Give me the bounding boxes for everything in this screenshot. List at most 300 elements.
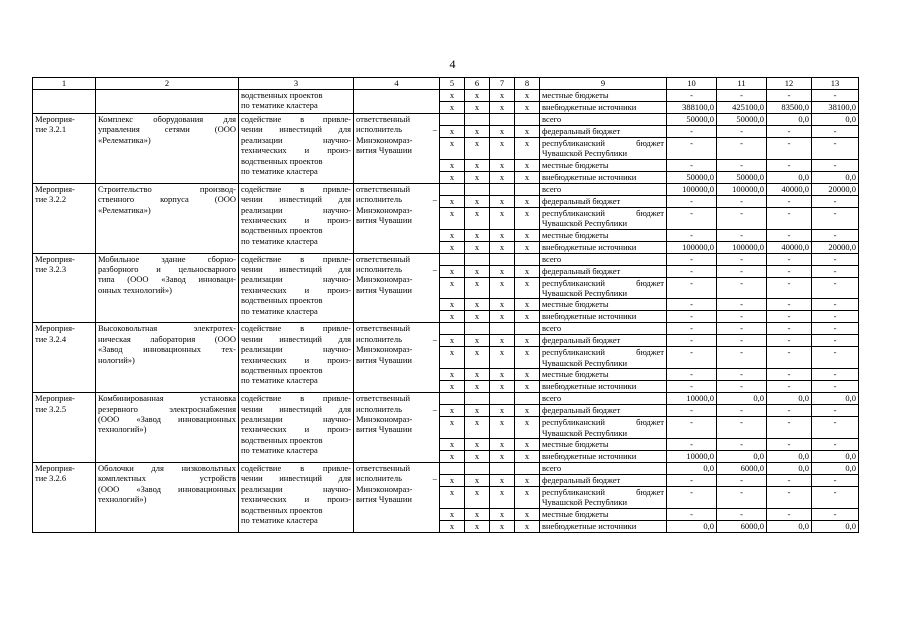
value-cell: 388100,0 [667, 102, 717, 114]
source-cell: федеральный бюджет [540, 475, 667, 487]
mark-cell [490, 253, 515, 265]
cell-line: ответственный [356, 393, 410, 404]
mark-cell: x [490, 451, 515, 463]
header-cell: 9 [540, 78, 667, 90]
measure-action [239, 114, 354, 184]
mark-cell [465, 323, 490, 335]
mark-cell [440, 463, 465, 475]
mark-cell: x [490, 475, 515, 487]
mark-cell: x [465, 439, 490, 451]
cell-line: Минэкономраз- [356, 204, 413, 215]
cell-line: содействие в привле- [241, 253, 351, 264]
value-cell: 10000,0 [667, 451, 717, 463]
cell-line: тие 3.2.5 [35, 403, 67, 414]
source-cell: внебюджетные источники [540, 311, 667, 323]
value-cell: - [812, 159, 859, 171]
value-cell: - [667, 439, 717, 451]
cell-line: вития Чувашии [356, 145, 412, 156]
value-cell: - [812, 90, 859, 102]
header-cell: 10 [667, 78, 717, 90]
mark-cell: x [490, 439, 515, 451]
mark-cell [515, 183, 540, 195]
value-cell: - [667, 90, 717, 102]
value-cell: - [717, 417, 767, 439]
cell-line: тие 3.2.3 [35, 264, 67, 275]
mark-cell: x [515, 195, 540, 207]
cell-line: Чувашской Республики [542, 497, 628, 508]
value-cell: - [667, 323, 717, 335]
cell-line: Минэкономраз- [356, 274, 413, 285]
value-cell: 0,0 [667, 520, 717, 532]
mark-cell: x [490, 299, 515, 311]
mark-cell [465, 183, 490, 195]
mark-cell: x [490, 229, 515, 241]
mark-cell: x [440, 347, 465, 369]
value-cell: - [767, 347, 812, 369]
header-cell: 11 [717, 78, 767, 90]
value-cell: - [667, 277, 717, 299]
cell-line: тие 3.2.4 [35, 333, 67, 344]
measure-description [96, 183, 239, 253]
mark-cell [440, 253, 465, 265]
mark-cell: x [515, 138, 540, 160]
mark-cell: x [465, 299, 490, 311]
mark-cell: x [465, 265, 490, 277]
mark-cell [465, 463, 490, 475]
mark-cell: x [440, 487, 465, 509]
value-cell: - [667, 253, 717, 265]
cell-line: технических и произ- [241, 354, 351, 365]
cell-line: чении инвестиций для [241, 194, 351, 205]
source-cell: внебюджетные источники [540, 102, 667, 114]
mark-cell: x [490, 508, 515, 520]
source-cell: местные бюджеты [540, 439, 667, 451]
value-cell: - [767, 381, 812, 393]
value-cell: - [812, 138, 859, 160]
cell-line: чении инвестиций для [241, 333, 351, 344]
mark-cell: x [465, 369, 490, 381]
cell-line: Мероприя- [35, 463, 75, 474]
cell-line: по тематике кластера [241, 166, 318, 177]
value-cell: - [812, 381, 859, 393]
value-cell: - [812, 487, 859, 509]
mark-cell [515, 393, 540, 405]
mark-cell: x [440, 417, 465, 439]
value-cell: - [667, 229, 717, 241]
value-cell: - [717, 369, 767, 381]
mark-cell: x [490, 265, 515, 277]
value-cell: - [717, 405, 767, 417]
cell-line: исполнитель – [356, 473, 437, 484]
mark-cell: x [490, 241, 515, 253]
cell-line: ответственный [356, 323, 410, 334]
mark-cell: x [515, 229, 540, 241]
cell-line: Чувашской Республики [542, 148, 628, 159]
value-cell: 0,0 [717, 451, 767, 463]
value-cell: 83500,0 [767, 102, 812, 114]
value-cell: - [717, 439, 767, 451]
mark-cell: x [465, 90, 490, 102]
value-cell: 50000,0 [717, 171, 767, 183]
value-cell: - [812, 229, 859, 241]
value-cell: - [812, 323, 859, 335]
cell-line: содействие в привле- [241, 323, 351, 334]
value-cell: - [667, 335, 717, 347]
cell-line: Чувашской Республики [542, 427, 628, 438]
mark-cell: x [490, 126, 515, 138]
value-cell: 0,0 [812, 520, 859, 532]
mark-cell: x [515, 277, 540, 299]
mark-cell: x [515, 508, 540, 520]
mark-cell [515, 323, 540, 335]
mark-cell: x [490, 138, 515, 160]
mark-cell: x [465, 381, 490, 393]
cell-line: ответственный [356, 183, 410, 194]
cell-line: исполнитель – [356, 333, 437, 344]
mark-cell: x [465, 126, 490, 138]
header-cell: 6 [465, 78, 490, 90]
mark-cell: x [465, 520, 490, 532]
cell-line: тие 3.2.2 [35, 194, 67, 205]
value-cell: 0,0 [767, 114, 812, 126]
cell-line: республиканский бюджет [542, 207, 664, 218]
value-cell: - [667, 299, 717, 311]
mark-cell: x [515, 347, 540, 369]
source-cell: внебюджетные источники [540, 381, 667, 393]
cell-line: исполнитель – [356, 124, 437, 135]
table-row [33, 114, 859, 126]
source-cell: внебюджетные источники [540, 520, 667, 532]
source-cell: внебюджетные источники [540, 241, 667, 253]
cell-line: по тематике кластера [241, 235, 318, 246]
cell-line: нологий») [98, 354, 135, 365]
measure-name [33, 114, 96, 184]
header-cell: 13 [812, 78, 859, 90]
mark-cell [490, 463, 515, 475]
mark-cell [515, 463, 540, 475]
measure-executor [354, 393, 440, 463]
mark-cell [490, 393, 515, 405]
cell-line: республиканский бюджет [542, 417, 664, 428]
cell-line: чении инвестиций для [241, 264, 351, 275]
value-cell: - [717, 335, 767, 347]
value-cell: - [767, 126, 812, 138]
value-cell: - [767, 487, 812, 509]
value-cell: - [767, 405, 812, 417]
mark-cell: x [490, 159, 515, 171]
measure-executor [354, 463, 440, 533]
value-cell: 0,0 [767, 393, 812, 405]
mark-cell: x [490, 102, 515, 114]
cell-line: Чувашской Республики [542, 288, 628, 299]
cell-line: по тематике кластера [241, 100, 318, 111]
value-cell: - [717, 159, 767, 171]
mark-cell: x [465, 138, 490, 160]
value-cell: 40000,0 [767, 183, 812, 195]
mark-cell: x [440, 277, 465, 299]
cell-line: управления сетями (ООО [98, 124, 236, 135]
measure-executor [354, 253, 440, 323]
value-cell: 0,0 [767, 520, 812, 532]
mark-cell: x [440, 405, 465, 417]
mark-cell: x [465, 102, 490, 114]
value-cell: 0,0 [767, 463, 812, 475]
mark-cell: x [465, 347, 490, 369]
value-cell: - [767, 195, 812, 207]
source-cell: федеральный бюджет [540, 335, 667, 347]
mark-cell: x [515, 417, 540, 439]
value-cell: 0,0 [812, 463, 859, 475]
source-cell: местные бюджеты [540, 159, 667, 171]
mark-cell: x [490, 381, 515, 393]
value-cell: 0,0 [667, 463, 717, 475]
cell-line: реализации научно- [241, 134, 351, 145]
value-cell: - [667, 405, 717, 417]
source-cell: федеральный бюджет [540, 195, 667, 207]
source-cell: внебюджетные источники [540, 451, 667, 463]
measure-action [239, 183, 354, 253]
header-cell: 2 [96, 78, 239, 90]
value-cell: - [717, 323, 767, 335]
table-body [33, 78, 859, 533]
source-cell: всего [540, 183, 667, 195]
value-cell: - [812, 369, 859, 381]
source-cell [540, 347, 667, 369]
source-cell: федеральный бюджет [540, 405, 667, 417]
value-cell: 10000,0 [667, 393, 717, 405]
source-cell: местные бюджеты [540, 369, 667, 381]
measure-action [239, 463, 354, 533]
source-cell: местные бюджеты [540, 508, 667, 520]
value-cell: - [667, 381, 717, 393]
mark-cell [490, 323, 515, 335]
value-cell: - [717, 299, 767, 311]
mark-cell: x [515, 299, 540, 311]
value-cell: - [767, 207, 812, 229]
cell-line: Комплекс оборудования для [98, 114, 236, 124]
value-cell: - [717, 347, 767, 369]
source-cell [540, 487, 667, 509]
mark-cell [440, 323, 465, 335]
value-cell: - [767, 417, 812, 439]
cell-line: технических и произ- [241, 215, 351, 226]
mark-cell [440, 393, 465, 405]
mark-cell: x [490, 335, 515, 347]
mark-cell: x [465, 229, 490, 241]
mark-cell: x [515, 405, 540, 417]
mark-cell: x [515, 381, 540, 393]
cell-line: комплектных устройств [98, 473, 236, 484]
cell-line: Чувашской Республики [542, 218, 628, 229]
value-cell: 6000,0 [717, 463, 767, 475]
cell-line: Минэкономраз- [356, 483, 413, 494]
mark-cell: x [440, 229, 465, 241]
mark-cell: x [440, 369, 465, 381]
mark-cell: x [490, 347, 515, 369]
mark-cell: x [465, 171, 490, 183]
cell-line: республиканский бюджет [542, 138, 664, 148]
value-cell: - [812, 253, 859, 265]
value-cell: - [812, 207, 859, 229]
mark-cell: x [490, 417, 515, 439]
cell-line: Мероприя- [35, 114, 75, 124]
source-cell [540, 417, 667, 439]
measure-executor [354, 183, 440, 253]
value-cell: - [812, 508, 859, 520]
source-cell: всего [540, 463, 667, 475]
value-cell: - [767, 369, 812, 381]
measure-action [239, 393, 354, 463]
value-cell: 38100,0 [812, 102, 859, 114]
source-cell: федеральный бюджет [540, 265, 667, 277]
value-cell: - [812, 417, 859, 439]
cell-line: Минэкономраз- [356, 344, 413, 355]
source-cell: внебюджетные источники [540, 171, 667, 183]
cell-line: по тематике кластера [241, 305, 318, 316]
cell-line: Строительство производ- [98, 183, 236, 194]
value-cell: - [667, 126, 717, 138]
value-cell: - [767, 159, 812, 171]
value-cell: 100000,0 [667, 241, 717, 253]
mark-cell: x [465, 405, 490, 417]
value-cell: 50000,0 [717, 114, 767, 126]
value-cell: - [812, 335, 859, 347]
measure-name [33, 253, 96, 323]
measure-name [33, 393, 96, 463]
mark-cell: x [515, 487, 540, 509]
mark-cell: x [465, 195, 490, 207]
funding-table [32, 77, 859, 533]
value-cell: 0,0 [767, 451, 812, 463]
value-cell: - [717, 229, 767, 241]
mark-cell [490, 183, 515, 195]
cell-line: содействие в привле- [241, 463, 351, 474]
value-cell: 0,0 [812, 114, 859, 126]
source-cell: всего [540, 253, 667, 265]
page-number: 4 [449, 57, 456, 71]
measure-description [96, 114, 239, 184]
value-cell: 6000,0 [717, 520, 767, 532]
cell-line: Комбинированная установка [98, 393, 236, 404]
value-cell: - [717, 381, 767, 393]
cell-line: по тематике кластера [241, 445, 318, 456]
value-cell: - [767, 90, 812, 102]
mark-cell: x [465, 451, 490, 463]
mark-cell [440, 183, 465, 195]
table-row [33, 323, 859, 335]
cell-line: реализации научно- [241, 483, 351, 494]
cell-line: Мероприя- [35, 183, 75, 194]
mark-cell: x [515, 311, 540, 323]
cell-line: вития Чувашии [356, 215, 412, 226]
mark-cell: x [515, 207, 540, 229]
mark-cell: x [465, 335, 490, 347]
value-cell: - [667, 207, 717, 229]
cell-line: Мобильное здание сборно- [98, 253, 236, 264]
value-cell: - [812, 265, 859, 277]
value-cell: - [812, 475, 859, 487]
mark-cell: x [515, 451, 540, 463]
cell-line: реализации научно- [241, 274, 351, 285]
mark-cell: x [440, 102, 465, 114]
source-cell: всего [540, 323, 667, 335]
value-cell: 100000,0 [717, 241, 767, 253]
continued-cell [33, 90, 96, 114]
cell-line: вития Чувашии [356, 284, 412, 295]
source-cell: всего [540, 393, 667, 405]
mark-cell [440, 114, 465, 126]
mark-cell: x [440, 195, 465, 207]
mark-cell [515, 114, 540, 126]
cell-line: (ООО «Завод инновационных [98, 483, 236, 494]
cell-line: водственных проектов [241, 504, 323, 515]
cell-line: Мероприя- [35, 253, 75, 264]
cell-line: типа (ООО «Завод инноваци- [98, 274, 236, 285]
value-cell: - [812, 126, 859, 138]
value-cell: - [767, 323, 812, 335]
measure-description [96, 463, 239, 533]
cell-line: водственных проектов [241, 155, 323, 166]
value-cell: 100000,0 [667, 183, 717, 195]
mark-cell: x [490, 195, 515, 207]
measure-name [33, 183, 96, 253]
header-cell: 7 [490, 78, 515, 90]
header-cell: 5 [440, 78, 465, 90]
value-cell: - [812, 277, 859, 299]
value-cell: 0,0 [812, 451, 859, 463]
cell-line: вития Чувашии [356, 354, 412, 365]
cell-line: Мероприя- [35, 393, 75, 404]
cell-line: резервного электроснабжения [98, 403, 236, 414]
source-cell [540, 277, 667, 299]
measure-description [96, 323, 239, 393]
value-cell: - [717, 253, 767, 265]
value-cell: - [767, 253, 812, 265]
mark-cell: x [440, 299, 465, 311]
mark-cell: x [490, 311, 515, 323]
value-cell: - [767, 138, 812, 160]
cell-line: реализации научно- [241, 204, 351, 215]
header-cell: 1 [33, 78, 96, 90]
mark-cell: x [440, 265, 465, 277]
header-cell: 8 [515, 78, 540, 90]
mark-cell: x [440, 159, 465, 171]
cell-line: технических и произ- [241, 145, 351, 156]
value-cell: - [767, 229, 812, 241]
mark-cell: x [515, 241, 540, 253]
cell-line: водственных проектов [241, 90, 323, 100]
value-cell: - [717, 138, 767, 160]
value-cell: - [717, 126, 767, 138]
value-cell: 425100,0 [717, 102, 767, 114]
cell-line: республиканский бюджет [542, 487, 664, 498]
mark-cell [515, 253, 540, 265]
mark-cell: x [515, 475, 540, 487]
cell-line: ответственный [356, 253, 410, 264]
cell-line: чении инвестиций для [241, 403, 351, 414]
value-cell: - [717, 508, 767, 520]
mark-cell: x [465, 487, 490, 509]
value-cell: 20000,0 [812, 241, 859, 253]
cell-line: по тематике кластера [241, 375, 318, 386]
cell-line: водственных проектов [241, 365, 323, 376]
value-cell: - [717, 195, 767, 207]
measure-executor [354, 114, 440, 184]
mark-cell: x [440, 508, 465, 520]
cell-line: водственных проектов [241, 434, 323, 445]
mark-cell: x [440, 451, 465, 463]
continued-col3 [239, 90, 354, 114]
